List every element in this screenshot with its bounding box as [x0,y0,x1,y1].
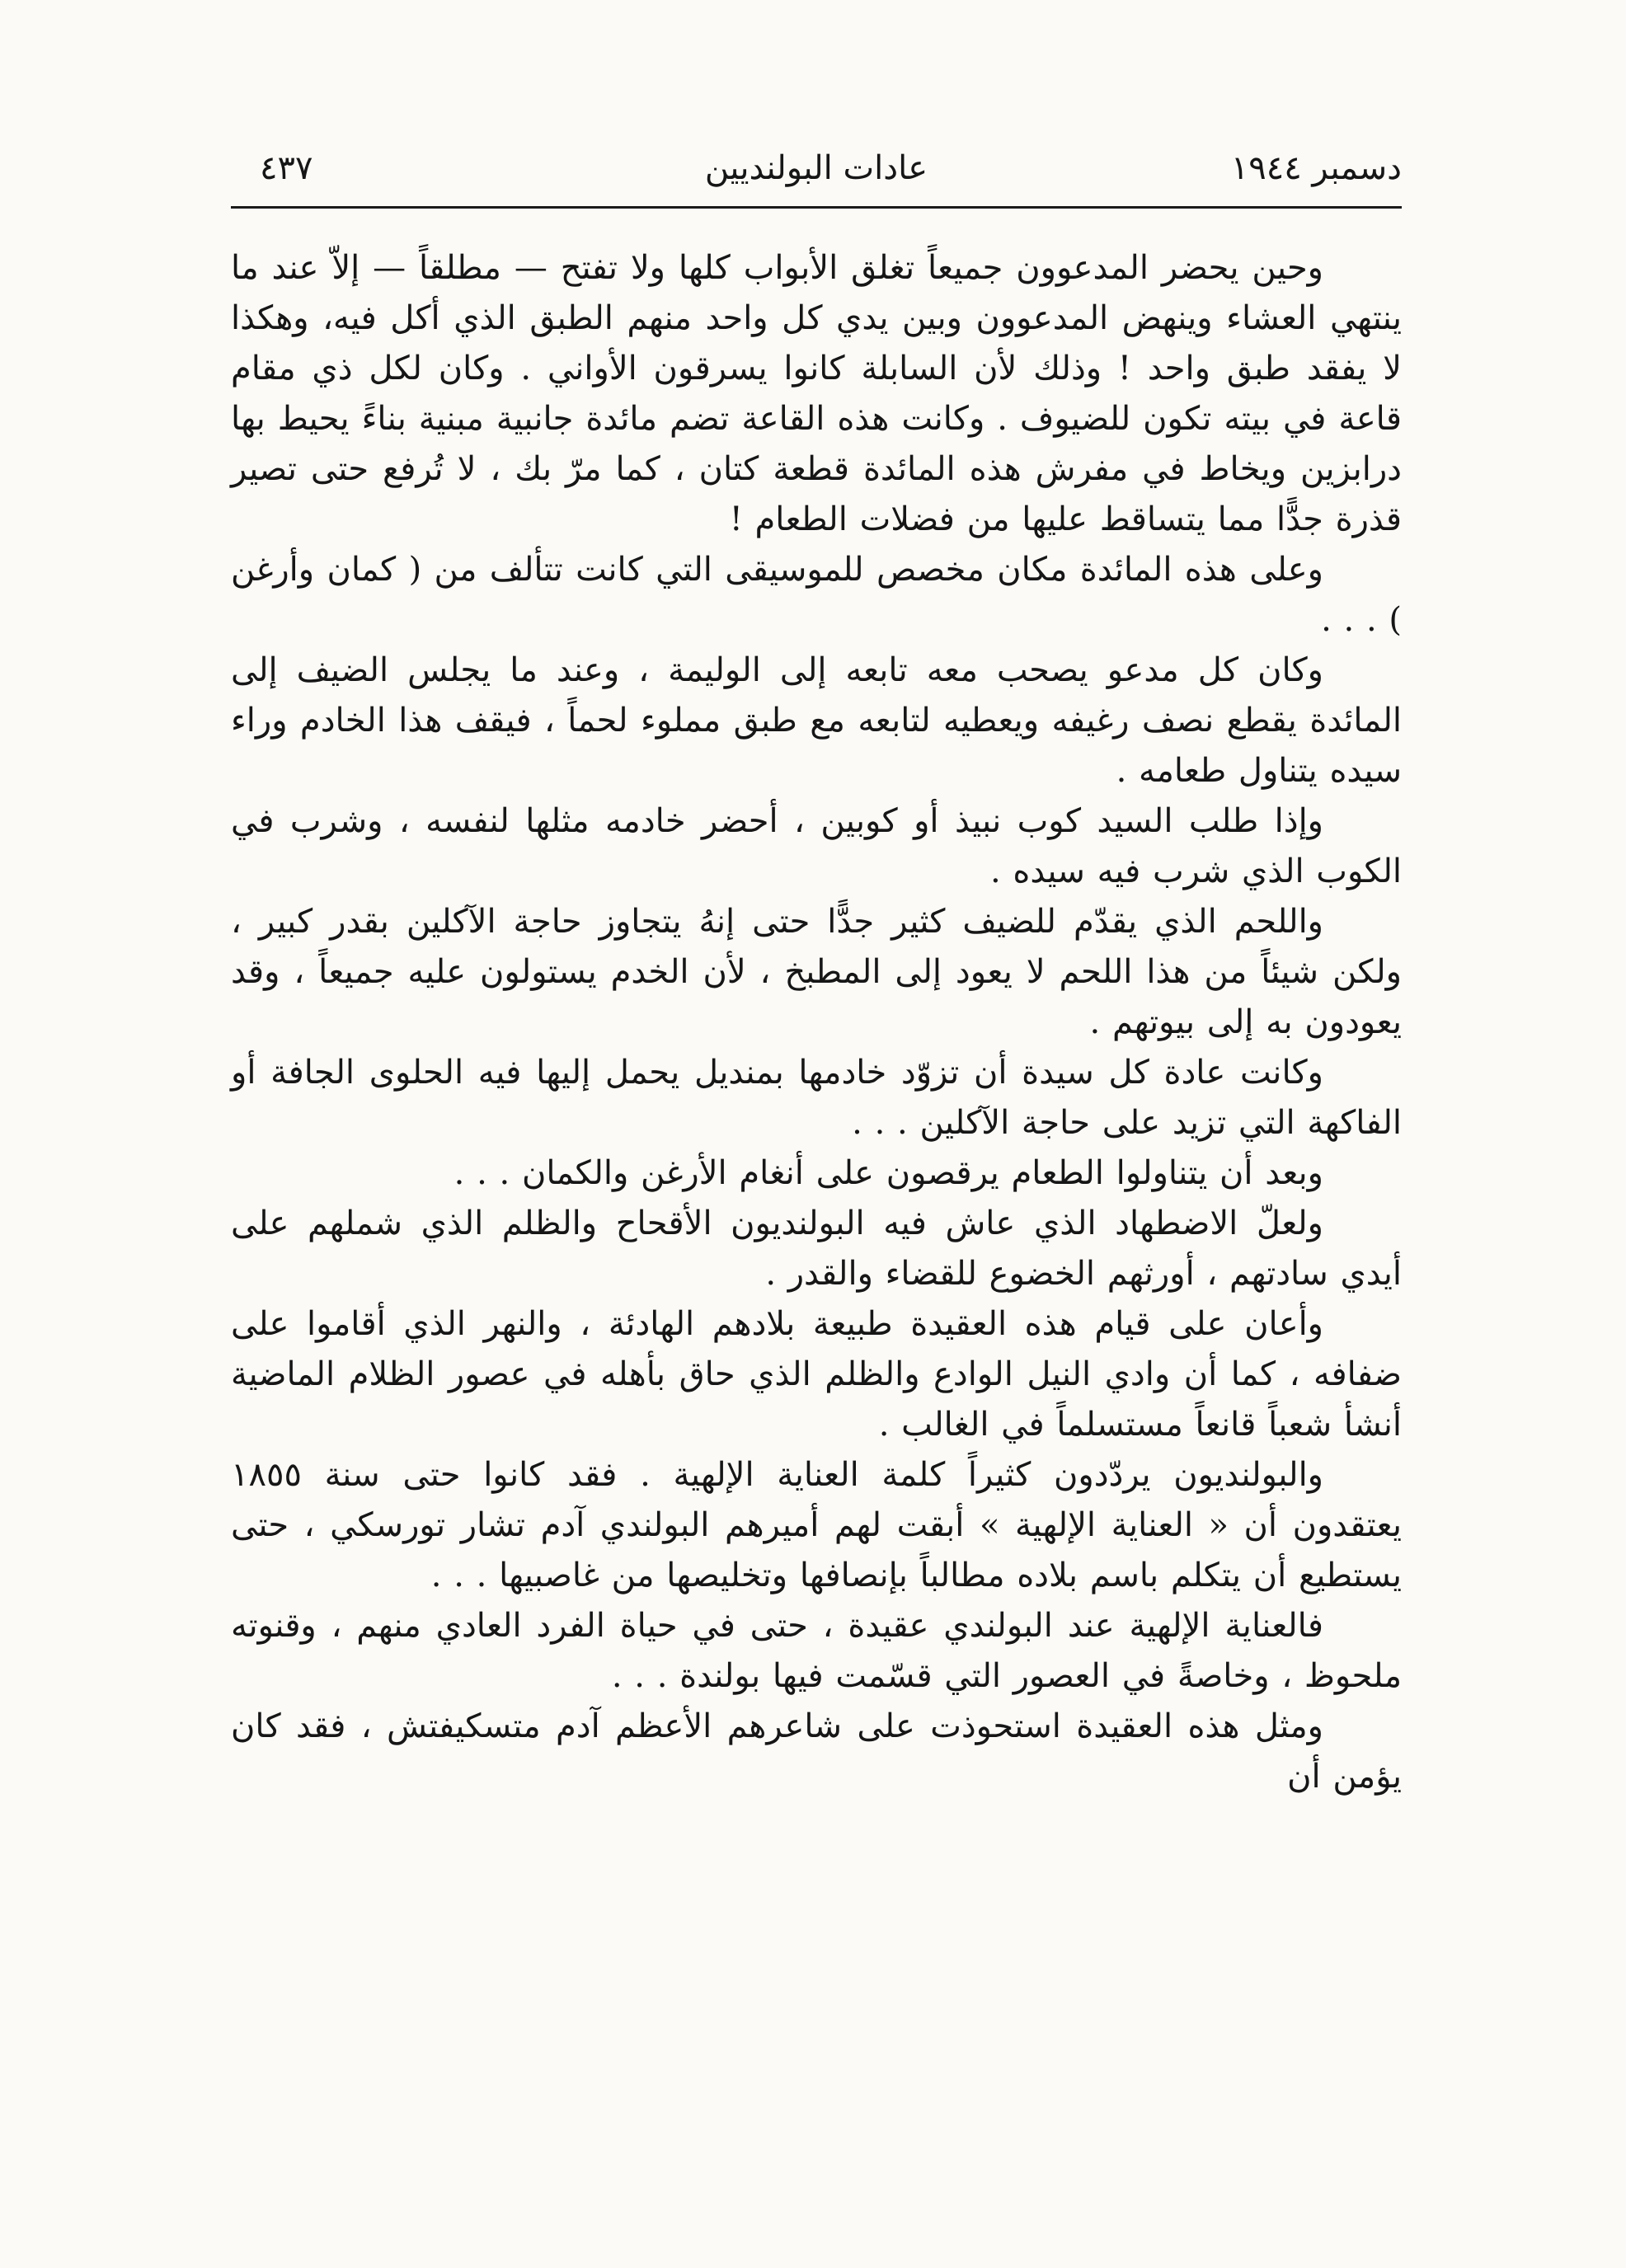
paragraph: ولعلّ الاضطهاد الذي عاش فيه البولنديون الأقحاح والظلم الذي شملهم على أيدي سادتهم ، أورثهم الخضوع للقضاء والقدر . [231,1204,1402,1293]
paragraph: وعلى هذه المائدة مكان مخصص للموسيقى التي كانت تتألف من ( كمان وأرغن ) . . . [231,551,1402,639]
body-text [231,243,1402,1802]
book-page [231,132,1402,2160]
paragraph: وبعد أن يتناولوا الطعام يرقصون على أنغام الأرغن والكمان . . . [453,1154,1323,1192]
paragraph: ومثل هذه العقيدة استحوذت على شاعرهم الأعظم آدم متسكيفتش ، فقد كان يؤمن أن [231,1707,1402,1796]
paragraph: وإذا طلب السيد كوب نبيذ أو كوبين ، أحضر خادمه مثلها لنفسه ، وشرب في الكوب الذي شرب فيه سيده . [231,802,1402,890]
paragraph: وكانت عادة كل سيدة أن تزوّد خادمها بمنديل يحمل إليها فيه الحلوى الجافة أو الفاكهة التي تزيد على حاجة الآكلين . . . [231,1054,1402,1142]
header-title: عادات البولنديين [704,149,928,187]
paragraph: واللحم الذي يقدّم للضيف كثير جدًّا حتى إنهُ يتجاوز حاجة الآكلين بقدر كبير ، ولكن شيئاً من هذا اللحم لا يعود إلى المطبخ ، لأن الخدم يستولون عليه جميعاً ، وقد يعودون به إلى بيوتهم . [231,903,1402,1041]
paragraph: فالعناية الإلهية عند البولندي عقيدة ، حتى في حياة الفرد العادي منهم ، وقنوته ملحوظ ، وخاصةً في العصور التي قسّمت فيها بولندة . . . [231,1607,1402,1695]
paragraph: وأعان على قيام هذه العقيدة طبيعة بلادهم الهادئة ، والنهر الذي أقاموا على ضفافه ، كما أن وادي النيل الوادع والظلم الذي حاق بأهله في عصور الظلام الماضية أنشأ شعباً قانعاً مستسلماً في الغالب . [231,1305,1402,1444]
header-date: دسمبر ١٩٤٤ [1230,149,1402,187]
paragraph: وكان كل مدعو يصحب معه تابعه إلى الوليمة ، وعند ما يجلس الضيف إلى المائدة يقطع نصف رغيفه ويعطيه لتابعه مع طبق مملوء لحماً ، فيقف هذا الخادم وراء سيده يتناول طعامه . [231,651,1402,790]
running-header [231,132,1402,209]
paragraph: وحين يحضر المدعوون جميعاً تغلق الأبواب كلها ولا تفتح — مطلقاً — إلاّ عند ما ينتهي العشاء وينهض المدعوون وبين يدي كل واحد منهم الطبق الذي أكل فيه، وهكذا لا يفقد طبق واحد ! وذلك لأن السابلة كانوا يسرقون الأواني . وكان لكل ذي مقام قاعة في بيته تكون للضيوف . وكانت هذه القاعة تضم مائدة جانبية مبنية بناءً يحيط بها درابزين ويخاط في مفرش هذه المائدة قطعة كتان ، كما مرّ بك ، لا تُرفع حتى تصير قذرة جدًّا مما يتساقط عليها من فضلات الطعام ! [231,249,1402,538]
paragraph: والبولنديون يردّدون كثيراً كلمة العناية الإلهية . فقد كانوا حتى سنة ١٨٥٥ يعتقدون أن « العناية الإلهية » أبقت لهم أميرهم البولندي آدم تشار تورسكي ، حتى يستطيع أن يتكلم باسم بلاده مطالباً بإنصافها وتخليصها من غاصبيها . . . [231,1456,1402,1594]
page-number: ٤٣٧ [260,149,313,187]
